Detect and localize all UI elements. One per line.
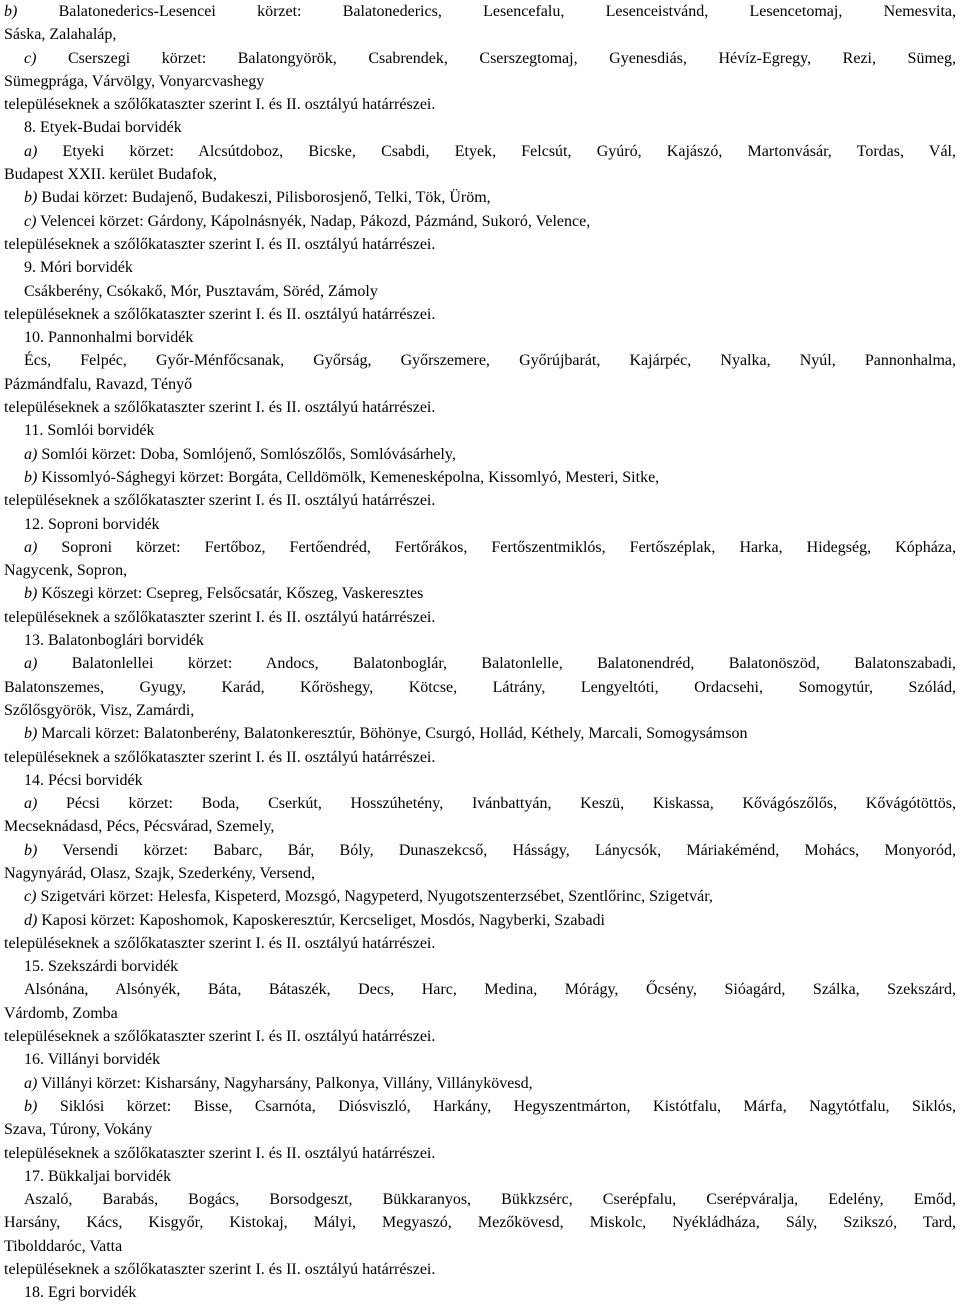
section-heading: 15. Szekszárdi borvidék	[24, 958, 179, 976]
item-letter: b)	[24, 841, 38, 859]
item-letter: d)	[24, 911, 38, 929]
text-line	[4, 186, 956, 209]
text-line: Várdomb, Zomba	[4, 1004, 118, 1022]
text-line	[4, 582, 956, 605]
item-letter: b)	[24, 1097, 38, 1115]
text-line	[4, 885, 956, 908]
section-heading: 13. Balatonboglári borvidék	[24, 632, 204, 650]
section-heading: 12. Soproni borvidék	[24, 515, 160, 533]
text-line: Pázmándfalu, Ravazd, Tényő	[4, 375, 193, 393]
text-line: településeknek a szőlőkataszter szerint I. és II. osztályú határrészei.	[4, 96, 436, 114]
section-heading: 10. Pannonhalmi borvidék	[24, 329, 194, 347]
section-heading: 16. Villányi borvidék	[24, 1051, 161, 1069]
line-text: Versendi körzet: Babarc, Bár, Bóly, Dunaszekcső, Hásságy, Lánycsók, Máriakéménd, Mohács, Monyoród,	[62, 841, 956, 859]
item-letter: c)	[24, 49, 37, 67]
item-letter: a)	[24, 445, 38, 463]
text-line: településeknek a szőlőkataszter szerint I. és II. osztályú határrészei.	[4, 1261, 436, 1279]
text-line: Budapest XXII. kerület Budafok,	[4, 166, 217, 184]
text-line: Csákberény, Csókakő, Mór, Pusztavám, Söréd, Zámoly	[24, 282, 378, 300]
text-line	[4, 0, 956, 23]
line-text: Szigetvári körzet: Helesfa, Kispeterd, Mozsgó, Nagypeterd, Nyugotszenterzsébet, Szentlőrinc, Szigetvár,	[40, 888, 713, 906]
item-letter: b)	[24, 585, 38, 603]
text-line: településeknek a szőlőkataszter szerint I. és II. osztályú határrészei.	[4, 1028, 436, 1046]
text-line: településeknek a szőlőkataszter szerint I. és II. osztályú határrészei.	[4, 235, 436, 253]
text-line: Alsónána, Alsónyék, Báta, Bátaszék, Decs, Harc, Medina, Mórágy, Őcsény, Sióagárd, Szálka, Szekszárd,	[24, 981, 956, 999]
item-letter: b)	[24, 725, 38, 743]
section-heading: 18. Egri borvidék	[24, 1284, 137, 1302]
text-line: Sáska, Zalahaláp,	[4, 26, 117, 44]
item-letter: a)	[24, 655, 38, 673]
text-line: településeknek a szőlőkataszter szerint I. és II. osztályú határrészei.	[4, 305, 436, 323]
section-heading: 14. Pécsi borvidék	[24, 771, 143, 789]
line-text: Balatonederics-Lesencei körzet: Balatonederics, Lesencefalu, Lesenceistvánd, Lesencetomaj, Nemesvita,	[58, 3, 956, 20]
line-text: Villányi körzet: Kisharsány, Nagyharsány, Palkonya, Villány, Villánykövesd,	[41, 1074, 533, 1092]
text-line: Nagycenk, Sopron,	[4, 562, 128, 580]
text-line	[4, 652, 956, 675]
line-text: Soproni körzet: Fertőboz, Fertőendréd, Fertőrákos, Fertőszentmiklós, Fertőszéplak, Harka, Hidegség, Kópháza,	[61, 538, 956, 556]
text-line	[4, 536, 956, 559]
item-letter: c)	[24, 888, 37, 906]
text-line: Nagynyárád, Olasz, Szajk, Szederkény, Versend,	[4, 864, 316, 882]
text-line: Szava, Túrony, Vokány	[4, 1121, 153, 1139]
text-line	[4, 1072, 956, 1095]
text-line: településeknek a szőlőkataszter szerint I. és II. osztályú határrészei.	[4, 608, 436, 626]
text-line: településeknek a szőlőkataszter szerint I. és II. osztályú határrészei.	[4, 1144, 436, 1162]
line-text: Somlói körzet: Doba, Somlójenő, Somlószőlős, Somlóvásárhely,	[41, 445, 456, 463]
text-line	[4, 909, 956, 932]
line-text: Budai körzet: Budajenő, Budakeszi, Pilisborosjenő, Telki, Tök, Üröm,	[41, 189, 491, 207]
item-letter: b)	[4, 3, 18, 20]
line-text: Etyeki körzet: Alcsútdoboz, Bicske, Csabdi, Etyek, Felcsút, Gyúró, Kajászó, Martonvásár, Tordas, Vál,	[62, 142, 957, 160]
text-line: Aszaló, Barabás, Bogács, Borsodgeszt, Bükkaranyos, Bükkzsérc, Cserépfalu, Cserépváralja, Edelény, Emőd,	[24, 1191, 956, 1209]
line-text: Cserszegi körzet: Balatongyörök, Csabrendek, Cserszegtomaj, Gyenesdiás, Hévíz-Egregy, Rezi, Sümeg,	[67, 49, 956, 67]
line-text: Balatonlellei körzet: Andocs, Balatonboglár, Balatonlelle, Balatonendréd, Balatonöszöd, Balatonszabadi,	[71, 655, 957, 673]
text-line: településeknek a szőlőkataszter szerint I. és II. osztályú határrészei.	[4, 492, 436, 510]
item-letter: a)	[24, 142, 38, 160]
section-heading: 8. Etyek-Budai borvidék	[24, 119, 182, 137]
text-line	[4, 210, 956, 233]
section-heading: 9. Móri borvidék	[24, 259, 133, 277]
text-line	[4, 839, 956, 862]
text-line: Tibolddaróc, Vatta	[4, 1237, 123, 1255]
text-line: településeknek a szőlőkataszter szerint I. és II. osztályú határrészei.	[4, 748, 436, 766]
text-line	[4, 443, 956, 466]
line-text: Kőszegi körzet: Csepreg, Felsőcsatár, Kőszeg, Vaskeresztes	[41, 585, 424, 603]
line-text: Marcali körzet: Balatonberény, Balatonkeresztúr, Böhönye, Csurgó, Hollád, Kéthely, Marcali, Somogysámson	[41, 725, 748, 743]
text-line: településeknek a szőlőkataszter szerint I. és II. osztályú határrészei.	[4, 399, 436, 417]
text-line	[4, 1095, 956, 1118]
text-line	[4, 722, 956, 745]
item-letter: c)	[24, 212, 37, 230]
text-line: Écs, Felpéc, Győr-Ménfőcsanak, Győrság, Győrszemere, Győrújbarát, Kajárpéc, Nyalka, Nyúl, Pannonhalma,	[24, 352, 956, 370]
text-line: településeknek a szőlőkataszter szerint I. és II. osztályú határrészei.	[4, 934, 436, 952]
text-line	[4, 47, 956, 70]
item-letter: a)	[24, 1074, 38, 1092]
text-line	[4, 140, 956, 163]
text-line	[4, 466, 956, 489]
line-text: Velencei körzet: Gárdony, Kápolnásnyék, Nadap, Pákozd, Pázmánd, Sukoró, Velence,	[40, 212, 591, 230]
text-line: Szőlősgyörök, Visz, Zamárdi,	[4, 701, 195, 719]
line-text: Pécsi körzet: Boda, Cserkút, Hosszúhetény, Ivánbattyán, Keszü, Kiskassa, Kővágószőlős, Kővágótöttös,	[66, 795, 957, 813]
text-line: Balatonszemes, Gyugy, Karád, Kőröshegy, Kötcse, Látrány, Lengyeltóti, Ordacsehi, Somogytúr, Szólád,	[4, 678, 956, 696]
line-text: Siklósi körzet: Bisse, Csarnóta, Diósviszló, Harkány, Hegyszentmárton, Kistótfalu, Márfa, Nagytótfalu, Siklós,	[59, 1097, 957, 1115]
item-letter: a)	[24, 795, 38, 813]
item-letter: b)	[24, 468, 38, 486]
text-line	[4, 792, 956, 815]
line-text: Kissomlyó-Sághegyi körzet: Borgáta, Celldömölk, Kemenesképolna, Kissomlyó, Mesteri, Sitke,	[41, 468, 660, 486]
line-text: Kaposi körzet: Kaposhomok, Kaposkeresztúr, Kercseliget, Mosdós, Nagyberki, Szabadi	[41, 911, 605, 929]
item-letter: b)	[24, 189, 38, 207]
text-line: Sümegprága, Várvölgy, Vonyarcvashegy	[4, 72, 265, 90]
text-line: Harsány, Kács, Kisgyőr, Kistokaj, Mályi, Megyaszó, Mezőkövesd, Miskolc, Nyékládháza, Sály, Szikszó, Tard,	[4, 1214, 956, 1232]
section-heading: 11. Somlói borvidék	[24, 422, 155, 440]
section-heading: 17. Bükkaljai borvidék	[24, 1167, 172, 1185]
item-letter: a)	[24, 538, 38, 556]
text-line: Mecseknádasd, Pécs, Pécsvárad, Szemely,	[4, 818, 275, 836]
